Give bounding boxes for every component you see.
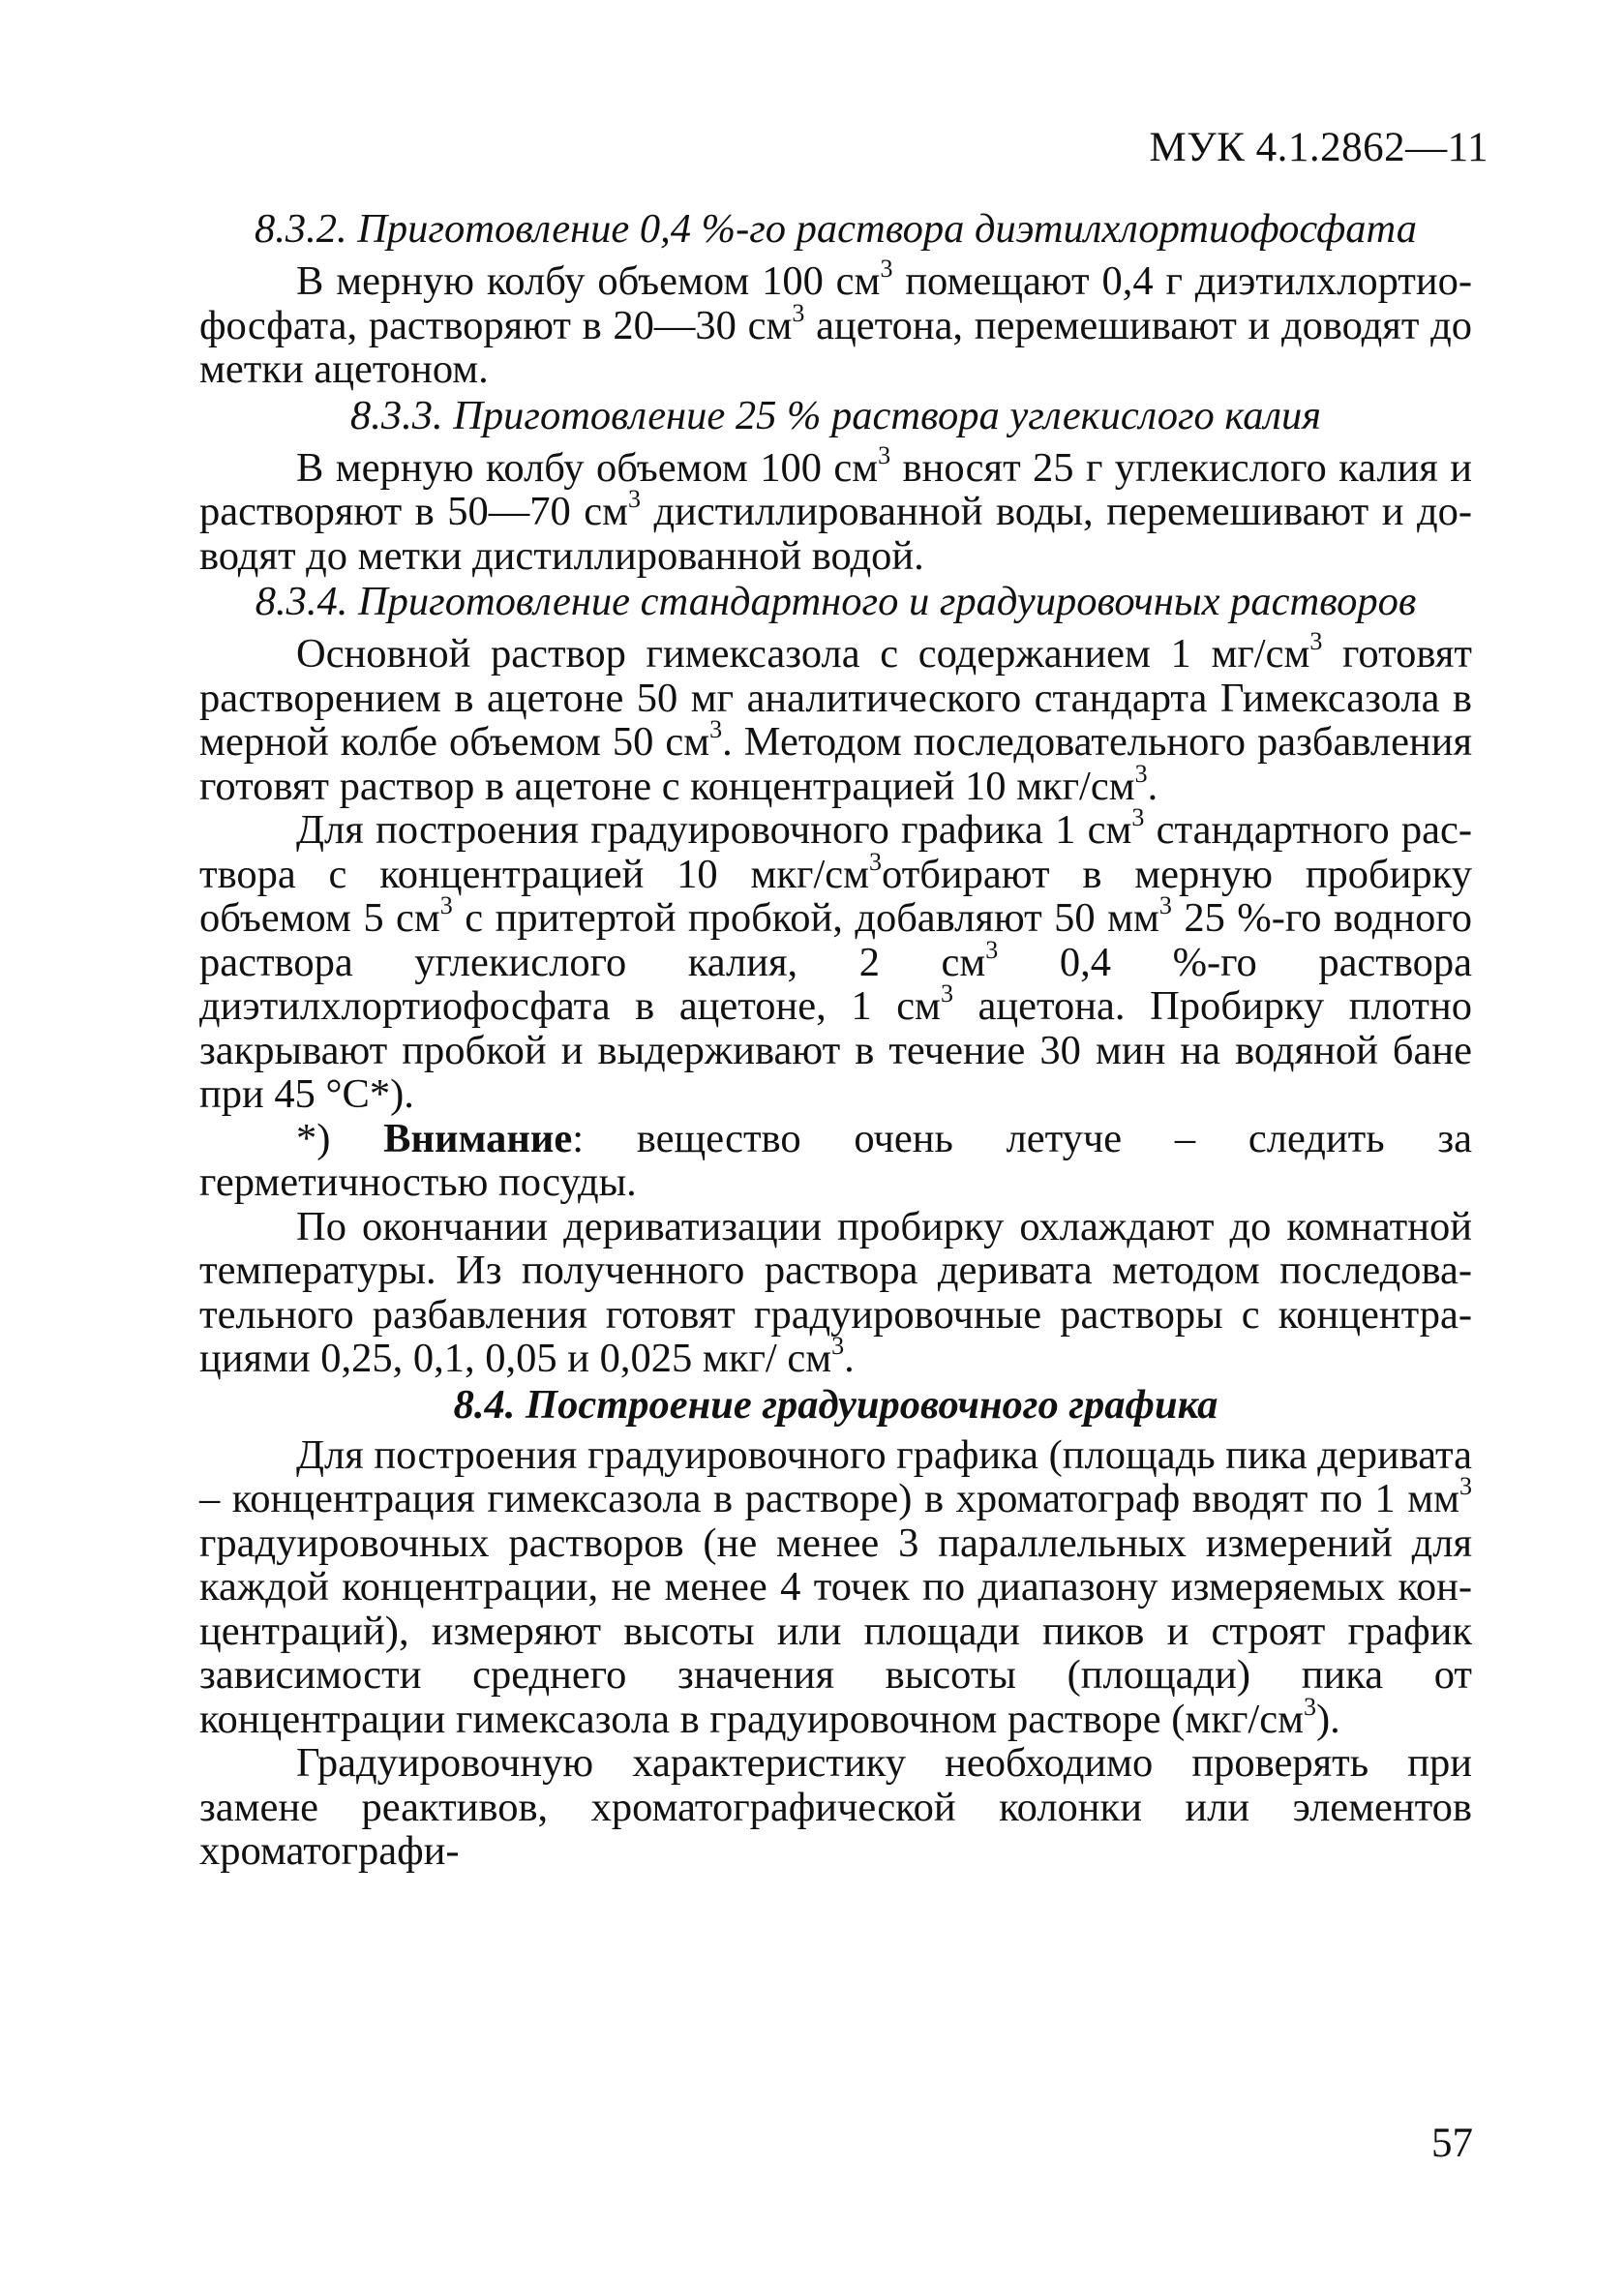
superscript: 3 (709, 715, 723, 743)
superscript: 3 (1158, 891, 1172, 919)
text-span: Основной раствор гимексазола с содержанием 1 мг/см (296, 631, 1310, 677)
text-span: . (844, 1336, 855, 1381)
text-span: Для построения градуировочного графика (площадь пика деривата – концентрация гимексазола в растворе) в хроматограф вводят по 1 мм (199, 1431, 1472, 1521)
superscript: 3 (831, 1332, 845, 1360)
text-span: готовят растворением в ацетоне 50 мг аналитического стандарта Гимексазола в мерной колбе объемом 50 см (199, 631, 1472, 765)
text-span: Для построения градуировочного графика 1 см (296, 807, 1132, 853)
superscript: 3 (869, 847, 883, 876)
text-span: В мерную колбу объемом 100 см (296, 444, 879, 491)
document-code-header: МУК 4.1.2862—11 (1149, 125, 1489, 170)
section-8-3-4-paragraph-1 (199, 627, 1472, 809)
section-8-3-4-title: 8.3.4. Приготовление стандартного и градуировочных растворов (255, 579, 1417, 624)
superscript: 3 (1134, 759, 1148, 788)
page-content (199, 205, 1472, 1874)
text-span: помещают 0,4 г диэтилхлортиофосфата, растворяют в 20—30 см (199, 258, 1473, 348)
section-8-4-paragraph-1 (199, 1433, 1472, 1742)
superscript: 3 (878, 440, 891, 469)
text-span: 25 %-го водного раствора углекислого калия, 2 см (199, 895, 1472, 985)
section-8-3-3-paragraph (199, 440, 1472, 579)
text-span: отбирают в мерную пробирку объемом 5 см (199, 851, 1472, 941)
attention-note (199, 1117, 1472, 1205)
superscript: 3 (627, 485, 641, 513)
superscript: 3 (985, 935, 999, 964)
text-span: с притертой пробкой, добавляют 50 мм (452, 895, 1159, 941)
text-span: стандартного раствора с концентрацией 10 мкг/см (199, 807, 1472, 897)
superscript: 3 (880, 255, 893, 283)
superscript: 3 (1309, 627, 1323, 655)
note-bold-label: Внимание (383, 1115, 573, 1161)
page-number: 57 (1431, 2121, 1473, 2166)
section-8-4-paragraph-2: Градуировочную характеристику необходимо проверять при замене реактивов, хроматографической колонки или элементов хроматографи- (199, 1740, 1472, 1874)
text-span: 0,4 %-го раствора диэтилхлортиофосфата в ацетоне, 1 см (199, 939, 1473, 1029)
text-span: По окончании дериватизации пробирку охлаждают до комнатной температуры. Из полученного раствора деривата методом последовательного разбавления готовят градуировочные растворы с концентрациями 0,25, 0,1, 0,05 и 0,025 мкг/ см (199, 1203, 1472, 1381)
superscript: 3 (1303, 1692, 1316, 1721)
section-8-3-2-paragraph (199, 255, 1473, 392)
text-span: градуировочных растворов (не менее 3 параллельных измерений для каждой концентрации, не менее 4 точек по диапазону измеряемых концентраций), измеряют высоты или площади пиков и строят график зависимости среднего значения высоты (площади) пика от концентрации гимексазола в градуировочном растворе (мкг/см (199, 1520, 1472, 1742)
text-span: ацетона, перемешивают и доводят до метки ацетоном. (199, 302, 1472, 392)
text-span: ацетона. Пробирку плотно закрывают пробкой и выдерживают в течение 30 мин на водяной бане при 45 °С*). (199, 983, 1472, 1117)
superscript: 3 (940, 979, 953, 1008)
section-8-3-4-paragraph-2 (199, 803, 1473, 1117)
section-8-3-3-title: 8.3.3. Приготовление 25 % раствора углекислого калия (349, 392, 1322, 438)
text-span: . (1147, 763, 1158, 809)
section-8-3-4-paragraph-3 (199, 1205, 1472, 1381)
section-8-3-2-title: 8.3.2. Приготовление 0,4 %-го раствора диэтилхлортиофосфата (254, 206, 1418, 252)
superscript: 3 (439, 891, 453, 919)
text-span: вносят 25 г углекислого калия и растворяют в 50—70 см (199, 444, 1472, 534)
superscript: 3 (1459, 1472, 1472, 1500)
text-span: дистиллированной воды, перемешивают и доводят до метки дистиллированной водой. (199, 489, 1472, 579)
text-span: ). (1315, 1696, 1340, 1742)
superscript: 3 (792, 298, 805, 327)
superscript: 3 (1131, 803, 1145, 831)
text-span: . Методом последовательного разбавления готовят раствор в ацетоне с концентрацией 10 мкг/см (199, 719, 1472, 809)
text-span: В мерную колбу объемом 100 см (296, 258, 881, 304)
note-text: : вещество очень летуче – следить за герметичностью посуды. (199, 1115, 1472, 1205)
section-8-4-title: 8.4. Построение градуировочного графика (453, 1381, 1218, 1428)
note-prefix: *) (296, 1115, 384, 1161)
